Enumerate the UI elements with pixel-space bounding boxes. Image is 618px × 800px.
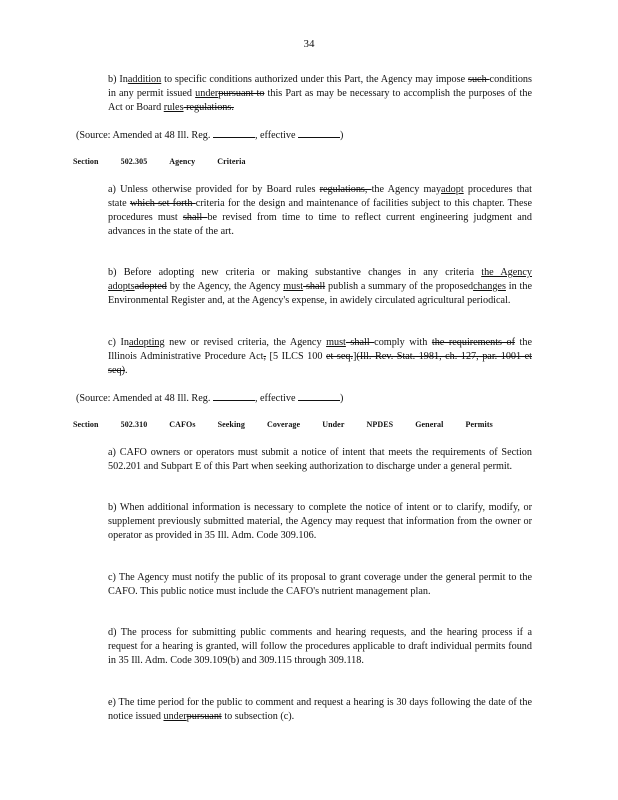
section-heading-502-310: Section 502.310 CAFOs Seeking Coverage Under NPDES General Permits	[73, 420, 493, 429]
text-run: In	[120, 337, 129, 348]
text-run: comply with	[374, 337, 432, 348]
text-run: the Agency may	[371, 184, 442, 195]
deleted-text: pursuant to	[218, 88, 265, 99]
text-run: [5 ILCS 100	[266, 351, 326, 362]
subsection-b-criteria-changes	[108, 266, 532, 308]
source-note-2: (Source: Amended at 48 Ill. Reg. , effective )	[76, 390, 536, 406]
subsection-c-public-notice	[108, 571, 532, 599]
subsection-e-time-period	[108, 696, 532, 724]
inserted-text: changes	[473, 281, 506, 292]
source-note-1: (Source: Amended at 48 Ill. Reg. , effective )	[76, 127, 536, 143]
item-label: d)	[108, 627, 117, 638]
inserted-text: addition	[127, 74, 162, 85]
inserted-text: the Agency adopts	[108, 267, 532, 292]
text-run: this Part as may be necessary to accomplish the purposes of the Act or Board	[108, 88, 532, 113]
deleted-text: shall	[182, 212, 208, 223]
reg-blank	[213, 127, 255, 138]
text-run: The time period for the public to comment and request a hearing is 30 days following the date of the notice issued	[108, 697, 532, 722]
item-label: c)	[108, 572, 116, 583]
deleted-text: adopted	[134, 281, 167, 292]
inserted-text: under	[163, 711, 187, 722]
deleted-text: shall	[303, 281, 326, 292]
inserted-text: adopt	[441, 184, 464, 195]
text-run: criteria for the design and maintenance of facilities subject to this chapter. These procedures must	[108, 198, 532, 223]
text-run: Before adopting new criteria or making substantive changes in any criteria	[123, 267, 482, 278]
page-number: 34	[303, 38, 315, 50]
text-run: procedures that state	[108, 184, 532, 209]
text-run: publish a summary of the proposed	[325, 281, 474, 292]
text-run: the Illinois Administrative Procedure Act	[108, 337, 532, 362]
item-label: e)	[108, 697, 116, 708]
item-text	[108, 267, 532, 306]
deleted-text: which set forth	[129, 198, 196, 209]
deleted-text: et seq.	[326, 351, 354, 362]
text-run: to specific conditions authorized under this Part, the Agency may impose	[161, 74, 468, 85]
deleted-text: ,	[263, 351, 267, 362]
deleted-text: the requirements of	[431, 337, 516, 348]
deleted-text: shall	[345, 337, 375, 348]
item-text: CAFO owners or operators must submit a notice of intent that meets the requirements of Section 502.201 and Subpart E of this Part when seeking authorization to discharge under a general permit.	[108, 447, 532, 472]
text-run: be revised from time to time to reflect current engineering judgment and advances in the state of the art.	[108, 212, 532, 237]
text-run: in the Environmental Register and, at the Agency's expense, in a	[108, 281, 533, 306]
subsection-a-notice-of-intent	[108, 446, 532, 474]
subsection-b-additional-info	[108, 501, 532, 543]
item-label: a)	[108, 184, 116, 195]
item-label: b)	[108, 74, 117, 85]
text-run: .	[124, 365, 128, 376]
item-label: b)	[108, 267, 117, 278]
inserted-text: adopting	[128, 337, 165, 348]
subsection-b-conditions	[108, 73, 532, 115]
item-label: c)	[108, 337, 116, 348]
item-text	[108, 337, 532, 376]
deleted-text: regulations.	[183, 102, 234, 113]
subsection-d-comment-process	[108, 626, 532, 668]
text-run: ]	[353, 351, 357, 362]
reg-blank	[213, 390, 255, 401]
text-run: In	[119, 74, 128, 85]
deleted-text: (Ill. Rev. Stat. 1981, ch. 127, par. 1001 et seq)	[108, 351, 532, 376]
inserted-text: must	[326, 337, 346, 348]
text-run: new or revised criteria, the Agency	[164, 337, 327, 348]
effective-blank	[298, 127, 340, 138]
deleted-text: regulations,	[319, 184, 372, 195]
item-label: b)	[108, 502, 117, 513]
inserted-text: must	[283, 281, 304, 292]
text-run: Unless otherwise provided for by Board rules	[120, 184, 320, 195]
effective-blank	[298, 390, 340, 401]
item-label: a)	[108, 447, 116, 458]
inserted-text: rules	[163, 102, 184, 113]
text-run: to subsection (c).	[221, 711, 295, 722]
subsection-c-ipa-compliance	[108, 336, 532, 378]
item-text: When additional information is necessary to complete the notice of intent or to clarify, modify, or supplement previously submitted material, the Agency may request that information from the owner or operator as provided in 35 Ill. Adm. Code 309.106.	[108, 502, 532, 541]
inserted-text: under	[195, 88, 219, 99]
item-text	[108, 184, 532, 237]
subsection-a-procedures	[108, 183, 532, 239]
text-run: widely circulated agricultural periodical.	[344, 295, 511, 306]
section-heading-502-305: Section 502.305 Agency Criteria	[73, 157, 246, 166]
item-text	[108, 74, 532, 113]
item-text: The Agency must notify the public of its proposal to grant coverage under the general permit to the CAFO. This public notice must include the CAFO's nutrient management plan.	[108, 572, 532, 597]
item-text	[108, 697, 532, 722]
text-run: by the Agency, the Agency	[166, 281, 284, 292]
deleted-text: pursuant	[186, 711, 222, 722]
deleted-text: such	[468, 74, 490, 85]
item-text: The process for submitting public comments and hearing requests, and the hearing process if a request for a hearing is granted, will follow the procedures applicable to draft individual permits found in 35 Ill. Adm. Code 309.109(b) and 309.115 through 309.118.	[108, 627, 532, 666]
text-run: conditions in any permit issued	[108, 74, 532, 99]
